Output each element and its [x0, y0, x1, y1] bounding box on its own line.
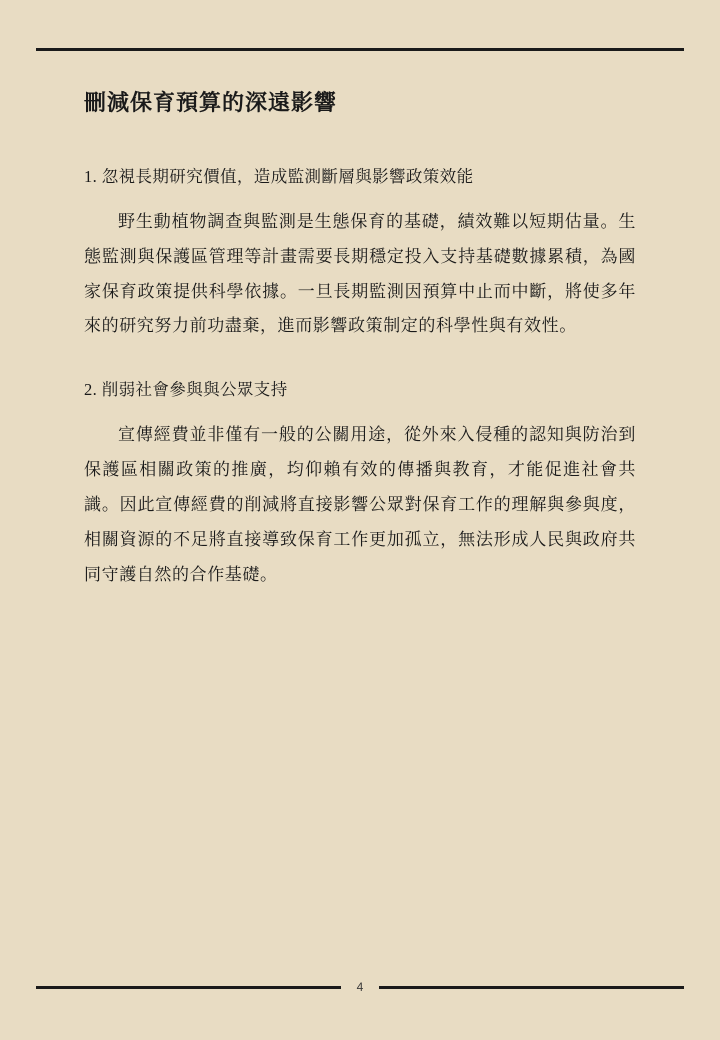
section-2 [84, 376, 636, 592]
section-heading: 2. 削弱社會參與與公眾支持 [84, 380, 288, 400]
section-heading: 1. 忽視長期研究價值，造成監測斷層與影響政策效能 [84, 166, 474, 186]
header-rule [36, 48, 684, 51]
page-footer [36, 980, 684, 994]
page-content [84, 0, 636, 592]
page-title: 刪減保育預算的深遠影響 [84, 90, 338, 115]
page-number: 4 [356, 980, 364, 994]
section-body: 野生動植物調查與監測是生態保育的基礎，績效難以短期估量。生態監測與保護區管理等計畫需要長期穩定投入支持基礎數據累積，為國家保育政策提供科學依據。一旦長期監測因預算中止而中斷，將使多年來的研究努力前功盡棄，進而影響政策制定的科學性與有效性。 [84, 211, 636, 336]
footer-rule-left [36, 986, 341, 989]
section-1 [84, 163, 636, 344]
section-body: 宣傳經費並非僅有一般的公關用途，從外來入侵種的認知與防治到保護區相關政策的推廣，均仰賴有效的傳播與教育，才能促進社會共識。因此宣傳經費的削減將直接影響公眾對保育工作的理解與參與度，相關資源的不足將直接導致保育工作更加孤立，無法形成人民與政府共同守護自然的合作基礎。 [84, 425, 636, 584]
footer-rule-right [379, 986, 684, 989]
